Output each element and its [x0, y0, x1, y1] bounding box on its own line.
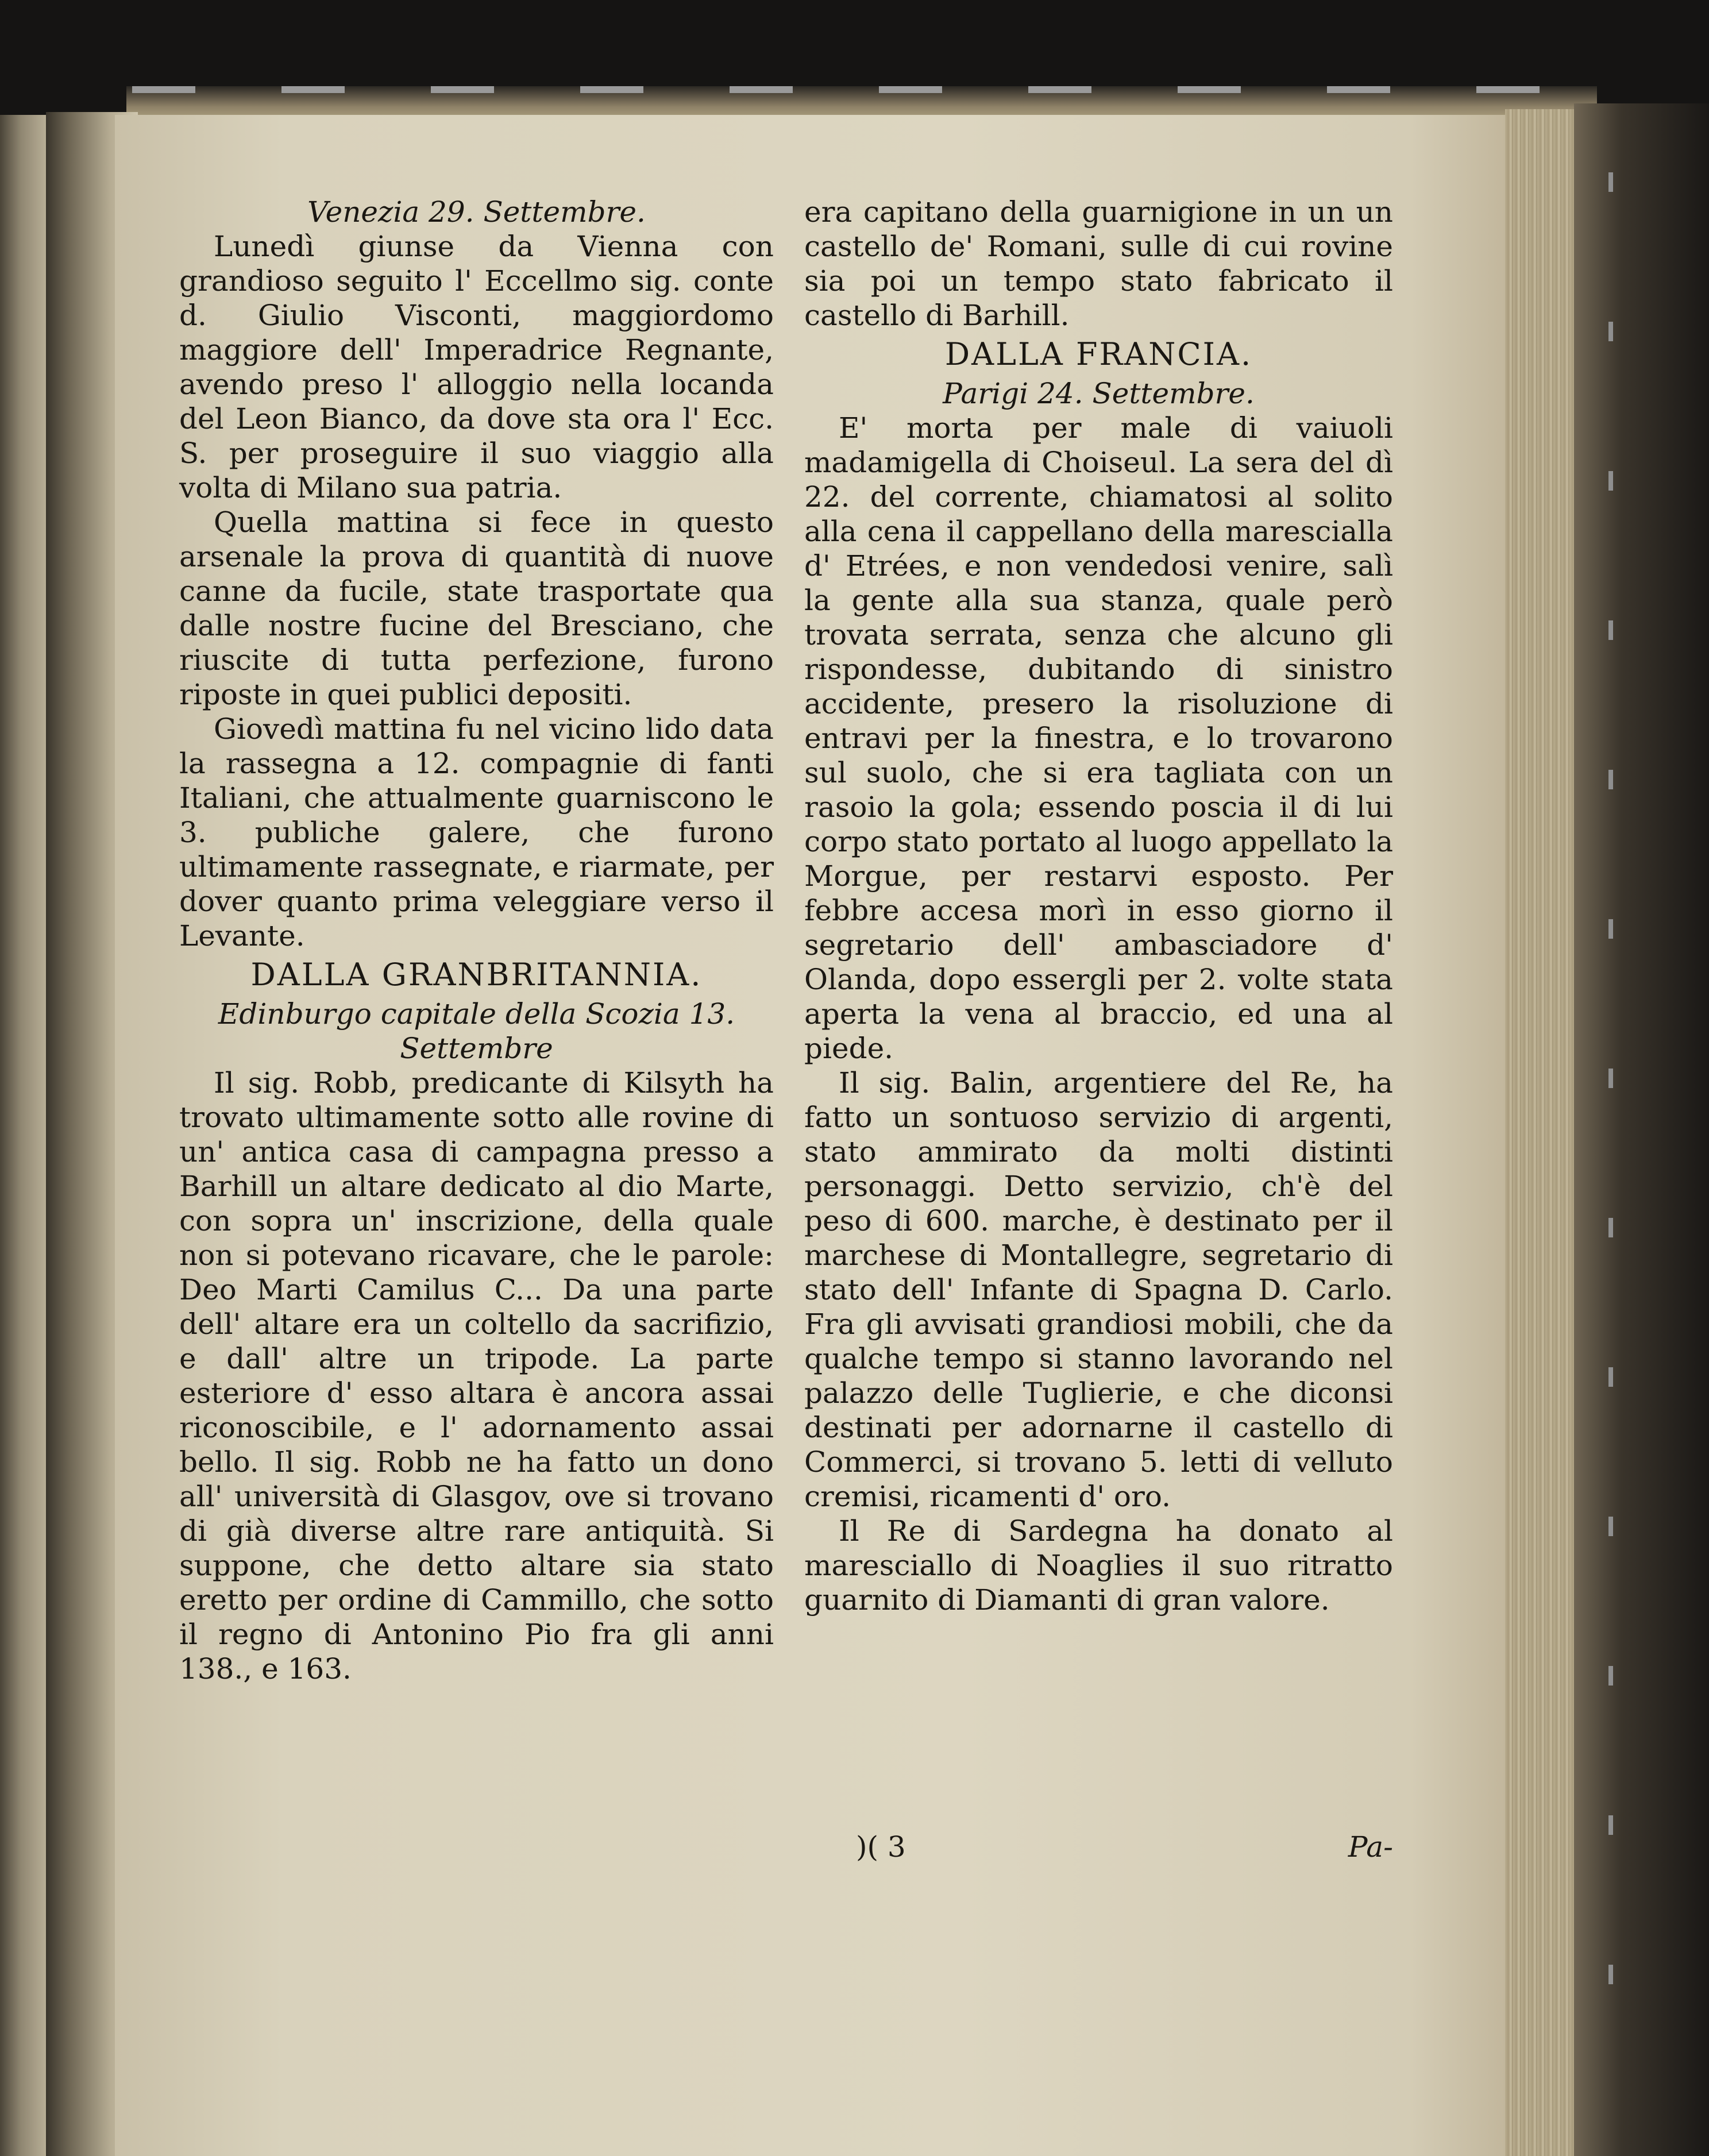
- ruler-mark: [132, 86, 195, 93]
- signature-mark: )( 3: [856, 1830, 906, 1864]
- book-edge-shadow: [1574, 103, 1709, 2156]
- ruler-mark: [1178, 86, 1241, 93]
- section-heading: DALLA GRANBRITANNIA.: [250, 956, 703, 993]
- ruler-tick: [1608, 1517, 1613, 1536]
- ruler-tick: [1608, 770, 1613, 789]
- ruler-tick: [1608, 172, 1613, 192]
- ruler-mark: [281, 86, 345, 93]
- facing-page-edge: [0, 115, 46, 2156]
- ruler-tick: [1608, 1367, 1613, 1387]
- ruler-tick: [1608, 1965, 1613, 1984]
- paragraph: Il sig. Balin, argentiere del Re, ha fatto un sontuoso servizio di argenti, stato ammirato da molti distinti personaggi. Detto servizio, ch'è del peso di 600. marche, è destinato per il marchese di Montallegre, segretario di stato dell' Infante di Spagna D. Carlo. Fra gli avvisati grandiosi mobili, che da qualche tempo si stanno lavorando nel palazzo delle Tuglierie, e che diconsi destinati per adornarne il castello di Commerci, si trovano 5. letti di velluto cremisi, ricamenti d' oro.: [804, 1066, 1393, 1513]
- ruler-mark: [730, 86, 793, 93]
- continuation-paragraph: era capitano della guarnigione in un un castello de' Romani, sulle di cui rovine sia poi un tempo stato fabricato il castello di Barhill.: [804, 195, 1393, 332]
- ruler-tick: [1608, 471, 1613, 491]
- page-edges: [1505, 109, 1580, 2156]
- ruler-mark: [580, 86, 643, 93]
- section-heading: DALLA FRANCIA.: [944, 336, 1253, 372]
- catchword: Pa-: [1348, 1830, 1393, 1864]
- ruler-mark: [1476, 86, 1540, 93]
- dateline-venezia: Venezia 29. Settembre.: [307, 195, 646, 229]
- ruler-tick: [1608, 322, 1613, 341]
- ruler-mark: [1327, 86, 1390, 93]
- ruler-mark: [1028, 86, 1091, 93]
- ruler-tick: [1608, 919, 1613, 939]
- ruler-tick: [1608, 1218, 1613, 1237]
- ruler-tick: [1608, 1815, 1613, 1835]
- paragraph: Lunedì giunse da Vienna con grandioso seguito l' Eccellmo sig. conte d. Giulio Visconti, maggiordomo maggiore dell' Imperadrice Regnante, avendo preso l' alloggio nella locanda del Leon Bianco, da dove sta ora l' Ecc. S. per proseguire il suo viaggio alla volta di Milano sua patria.: [179, 230, 774, 504]
- paragraph: Il sig. Robb, predicante di Kilsyth ha trovato ultimamente sotto alle rovine di un' antica casa di campagna presso a Barhill un altare dedicato al dio Marte, con sopra un' inscrizione, della quale non si potevano ricavare, che le parole: Deo Marti Camilus C... Da una parte dell' altare era un coltello da sacrifizio, e dall' altre un tripode. La parte esteriore d' esso altara è ancora assai riconoscibile, e l' adornamento assai bello. Il sig. Robb ne ha fatto un dono all' università di Glasgov, ove si trovano di già diverse altre rare antiquità. Si suppone, che detto altare sia stato eretto per ordine di Cammillo, che sotto il regno di Antonino Pio fra gli anni 138., e 163.: [179, 1066, 774, 1686]
- left-column: [179, 195, 774, 1686]
- paragraph: Giovedì mattina fu nel vicino lido data la rassegna a 12. compagnie di fanti Italiani, che attualmente guarniscono le 3. publiche galere, che furono ultimamente rassegnate, e riarmate, per dover quanto prima veleggiare verso il Levante.: [179, 712, 774, 952]
- ruler-mark: [879, 86, 942, 93]
- dateline-parigi: Parigi 24. Settembre.: [943, 377, 1255, 410]
- ruler-tick: [1608, 1069, 1613, 1088]
- paragraph: Il Re di Sardegna ha donato al maresciallo di Noaglies il suo ritratto guarnito di Diamanti di gran valore.: [804, 1514, 1393, 1617]
- ruler-tick: [1608, 620, 1613, 640]
- dateline-edinburgo: Edinburgo capitale della Scozia 13. Settembre: [218, 997, 735, 1065]
- ruler-tick: [1608, 1666, 1613, 1686]
- paragraph: E' morta per male di vaiuoli madamigella di Choiseul. La sera del dì 22. del corrente, chiamatosi al solito alla cena il cappellano della marescialla d' Etrées, e non vendedosi venire, salì la gente alla sua stanza, quale però trovata serrata, senza che alcuno gli rispondesse, dubitando di sinistro accidente, presero la risoluzione di entravi per la finestra, e lo trovarono sul suolo, che si era tagliata con un rasoio la gola; essendo poscia il di lui corpo stato portato al luogo appellato la Morgue, per restarvi esposto. Per febbre accesa morì in esso giorno il segretario dell' ambasciadore d' Olanda, dopo essergli per 2. volte stata aperta la vena al braccio, ed una al piede.: [804, 411, 1393, 1065]
- paragraph: Quella mattina si fece in questo arsenale la prova di quantità di nuove canne da fucile, state trasportate qua dalle nostre fucine del Bresciano, che riuscite di tutta perfezione, furono riposte in quei publici depositi.: [179, 506, 774, 711]
- right-column: [804, 195, 1393, 1617]
- ruler-mark: [431, 86, 494, 93]
